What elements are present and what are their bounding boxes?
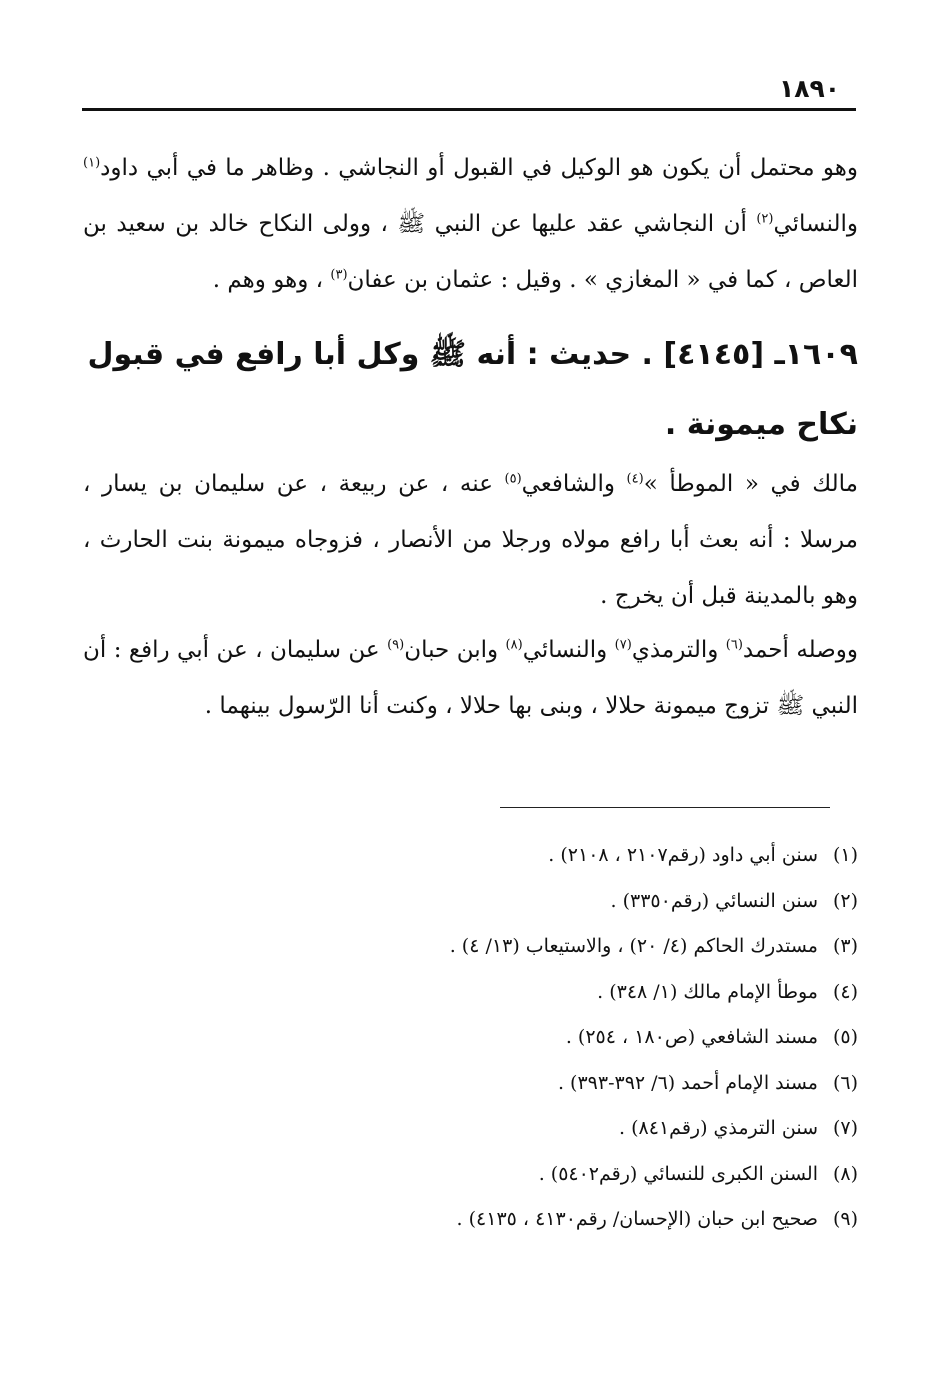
footnote-number: (٦) [832,1071,858,1094]
footnote-number: (٥) [832,1026,858,1048]
intro-paragraph [83,140,858,308]
footnote-item [78,1061,858,1107]
para2-text-3: والنسائي [522,637,615,663]
footnote-item [78,833,858,879]
intro-text-4: ، وهو وهم . [212,267,331,293]
footnote-text: مسند الإمام أحمد (٦/ ٣٩٢-٣٩٣) . [557,1071,818,1094]
footnote-number: (٣) [832,935,858,957]
para2-text-5: عن سليمان ، عن أبي رافع : أن النبي ﷺ تزوج ميمونة حلالا ، وبنى بها حلالا ، وكنت أنا الرّسول بينهما . [83,637,858,719]
footnote-item [78,1015,858,1061]
footnote-ref-6[interactable]: (٦) [725,637,743,653]
footnote-text: سنن أبي داود (رقم٢١٠٧ ، ٢١٠٨) . [548,844,818,866]
footnote-number: (٢) [832,889,858,912]
footnote-item [78,924,858,970]
footnote-number: (٧) [832,1117,858,1139]
footnote-number: (٤) [832,980,858,1003]
footnote-item [78,970,858,1016]
hadith-heading: ١٦٠٩ـ [٤١٤٥] . حديث : أنه ﷺ وكل أبا رافع في قبول نكاح ميمونة . [87,337,858,442]
footnote-ref-3[interactable]: (٣) [330,267,348,283]
para1-text-1: مالك في « الموطأ » [643,471,858,497]
footnote-ref-8[interactable]: (٨) [505,637,523,653]
footnote-text: مستدرك الحاكم (٤/ ٢٠) ، والاستيعاب (١٣/ ٤) . [449,935,818,957]
footnote-text: صحيح ابن حبان (الإحسان/ رقم٤١٣٠ ، ٤١٣٥) . [456,1208,818,1230]
footnotes-list [78,833,858,1243]
intro-text-1: وهو محتمل أن يكون هو الوكيل في القبول أو النجاشي . وظاهر ما في أبي داود [100,155,858,181]
footnote-item [78,879,858,925]
intro-text-3: أن النجاشي عقد عليها عن النبي ﷺ ، وولى النكاح خالد بن سعيد بن العاص ، كما في « المغازي » . وقيل : عثمان بن عفان [83,211,858,293]
para2-text-1: ووصله أحمد [742,637,859,663]
footnote-ref-5[interactable]: (٥) [504,471,522,487]
footnote-separator [500,807,830,808]
footnote-text: موطأ الإمام مالك (١/ ٣٤٨) . [597,980,818,1003]
footnote-ref-4[interactable]: (٤) [626,471,644,487]
footnote-number: (١) [832,844,858,866]
footnote-text: مسند الشافعي (ص١٨٠ ، ٢٥٤) . [565,1026,818,1048]
footnote-text: سنن الترمذي (رقم٨٤١) . [619,1117,818,1139]
header-rule [82,108,856,111]
footnote-item [78,1197,858,1243]
footnote-number: (٨) [832,1162,858,1185]
footnote-text: السنن الكبرى للنسائي (رقم٥٤٠٢) . [538,1162,818,1185]
footnote-ref-2[interactable]: (٢) [756,211,774,227]
para2-text-4: وابن حبان [404,637,506,663]
footnote-ref-9[interactable]: (٩) [387,637,405,653]
intro-text-2: والنسائي [773,211,858,237]
para1-text-2: والشافعي [521,471,627,497]
para2-text-2: والترمذي [631,637,726,663]
page-number: ١٨٩٠ [778,74,840,103]
footnote-item [78,1152,858,1198]
paragraph-malik [83,456,858,624]
footnote-ref-7[interactable]: (٧) [614,637,632,653]
footnote-number: (٩) [832,1208,858,1230]
footnote-item [78,1106,858,1152]
para1-text-3: عنه ، عن ربيعة ، عن سليمان بن يسار ، مرسلا : أنه بعث أبا رافع مولاه ورجلا من الأنصار ، فزوجاه ميمونة بنت الحارث ، وهو بالمدينة قبل أن يخرج . [83,471,858,609]
footnote-ref-1[interactable]: (١) [83,155,101,171]
paragraph-wasala [83,622,858,734]
footnote-text: سنن النسائي (رقم٣٣٥٠) . [610,889,818,912]
